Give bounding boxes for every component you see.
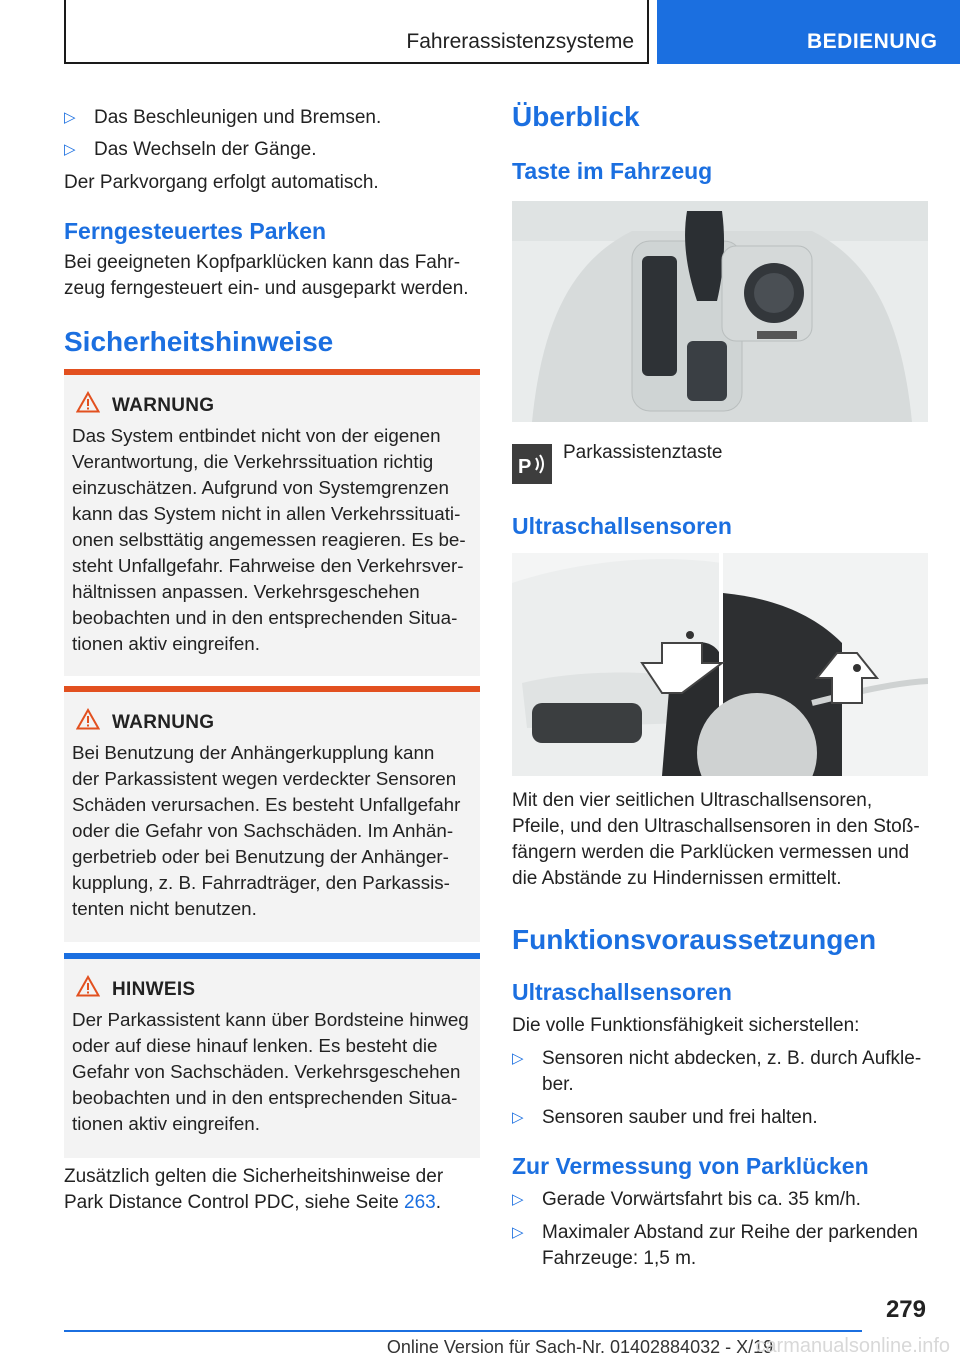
list-item: ▷ Maximaler Abstand zur Reihe der parkenden Fahrzeuge: 1,5 m.: [512, 1222, 918, 1269]
list-item: ▷ Das Beschleunigen und Bremsen.: [64, 105, 484, 131]
page-link[interactable]: 263: [404, 1192, 436, 1213]
heading-sensors: Ultraschallsensoren: [512, 513, 732, 539]
heading-measurement: Zur Vermessung von Parklücken: [512, 1153, 869, 1179]
measurement-list: [512, 1187, 932, 1272]
list-item: ▷ Sensoren sauber und frei halten.: [512, 1105, 932, 1131]
paragraph: Der Parkvorgang erfolgt automatisch.: [64, 172, 379, 193]
bullet-triangle-icon: ▷: [512, 1109, 524, 1126]
svg-text:P: P: [518, 456, 532, 478]
warning-triangle-icon: [76, 708, 100, 730]
requirements-list: Die volle Funktionsfähigkeit sicherstellen: ▷ Sensoren nicht abdecken, z. B. durch Aufkle- ber. ▷ Sensoren sauber und frei halten.: [512, 1013, 932, 1131]
notice-body: Der Parkassistent kann über Bordsteine hinweg oder auf diese hinauf lenken. Es besteht die Gefahr von Sachschäden. Verkehrsgeschehen beobachten und in den entsprechenden Situa- tionen aktiv eingreifen.: [72, 1009, 469, 1134]
warning-title: WARNUNG: [112, 712, 472, 734]
heading-overview: Überblick: [512, 101, 640, 132]
center-console-image: [512, 201, 928, 422]
sensor-location-image: [512, 553, 928, 776]
list-item: ▷ Das Wechseln der Gänge.: [64, 137, 484, 163]
notice-title: HINWEIS: [112, 979, 472, 1001]
page-number: 279: [885, 1296, 926, 1323]
heading-remote-parking: Ferngesteuertes Parken: [64, 218, 327, 244]
warning-body: Das System entbindet nicht von der eigenen Verantwortung, die Verkehrssituation richtig einzuschätzen. Aufgrund von Systemgrenzen kann das System nicht in allen Verkehrssituati- onen selbsttätig angemessen reagieren. Es be- steht Unfallgefahr. Fahrweise den Verkehrsver- hältnissen anpassen. Verkehrsgeschehen beobachten und in den entsprechenden Situa- tionen aktiv eingreifen.: [72, 425, 466, 654]
closing-paragraph: Zusätzlich gelten die Sicherheitshinweise der Park Distance Control PDC, siehe Seite 263.: [64, 1166, 444, 1213]
bullet-triangle-icon: ▷: [512, 1050, 524, 1067]
footer-text: Online Version für Sach-Nr. 01402884032 - X/19: [386, 1337, 774, 1357]
bullet-triangle-icon: ▷: [64, 109, 76, 126]
left-intro: [64, 105, 484, 196]
warning-box: [64, 369, 480, 676]
notice-triangle-icon: [76, 975, 100, 997]
list-item: ▷ Sensoren nicht abdecken, z. B. durch Aufkle- ber.: [512, 1048, 922, 1095]
button-legend: [512, 440, 932, 484]
warning-body: Bei Benutzung der Anhängerkupplung kann der Parkassistent wegen verdeckter Sensoren Schäden verursachen. Es besteht Unfallgefahr oder die Gefahr von Sachschäden. Im Anhän- gerbetrieb oder bei Benutzung der Anhänger- kupplung, z. B. Fahrradträger, den Parkassis- tenten nicht benutzen.: [72, 742, 461, 919]
heading-sensors-requirements: Ultraschallsensoren: [512, 979, 732, 1005]
heading-button: Taste im Fahrzeug: [512, 158, 713, 184]
list-item: ▷ Gerade Vorwärtsfahrt bis ca. 35 km/h.: [512, 1187, 932, 1213]
warning-box: [64, 686, 480, 942]
button-label: Parkassistenztaste: [563, 442, 723, 463]
park-assist-button-icon: [512, 444, 552, 484]
watermark: carmanualsonline.info: [755, 1335, 950, 1357]
bullet-triangle-icon: ▷: [512, 1224, 524, 1241]
bullet-triangle-icon: ▷: [64, 141, 76, 158]
header-section-title: Fahrerassistenzsysteme: [406, 30, 634, 53]
sensor-description: Mit den vier seitlichen Ultraschallsensoren, Pfeile, und den Ultraschallsensoren in den Stoß- fängern werden die Parklücken vermessen und die Abstände zu Hindernissen ermittelt.: [512, 790, 920, 889]
remote-parking-text: Bei geeigneten Kopfparklücken kann das Fahr- zeug ferngesteuert ein- und ausgeparkt werden.: [64, 252, 469, 299]
notice-box: [64, 953, 480, 1158]
heading-requirements: Funktionsvoraussetzungen: [512, 924, 877, 955]
header-chapter-tab: BEDIENUNG: [657, 0, 960, 64]
bullet-triangle-icon: ▷: [512, 1191, 524, 1208]
warning-triangle-icon: [76, 391, 100, 413]
footer-divider: [64, 1330, 862, 1332]
heading-safety: Sicherheitshinweise: [64, 326, 334, 357]
warning-title: WARNUNG: [112, 395, 472, 417]
